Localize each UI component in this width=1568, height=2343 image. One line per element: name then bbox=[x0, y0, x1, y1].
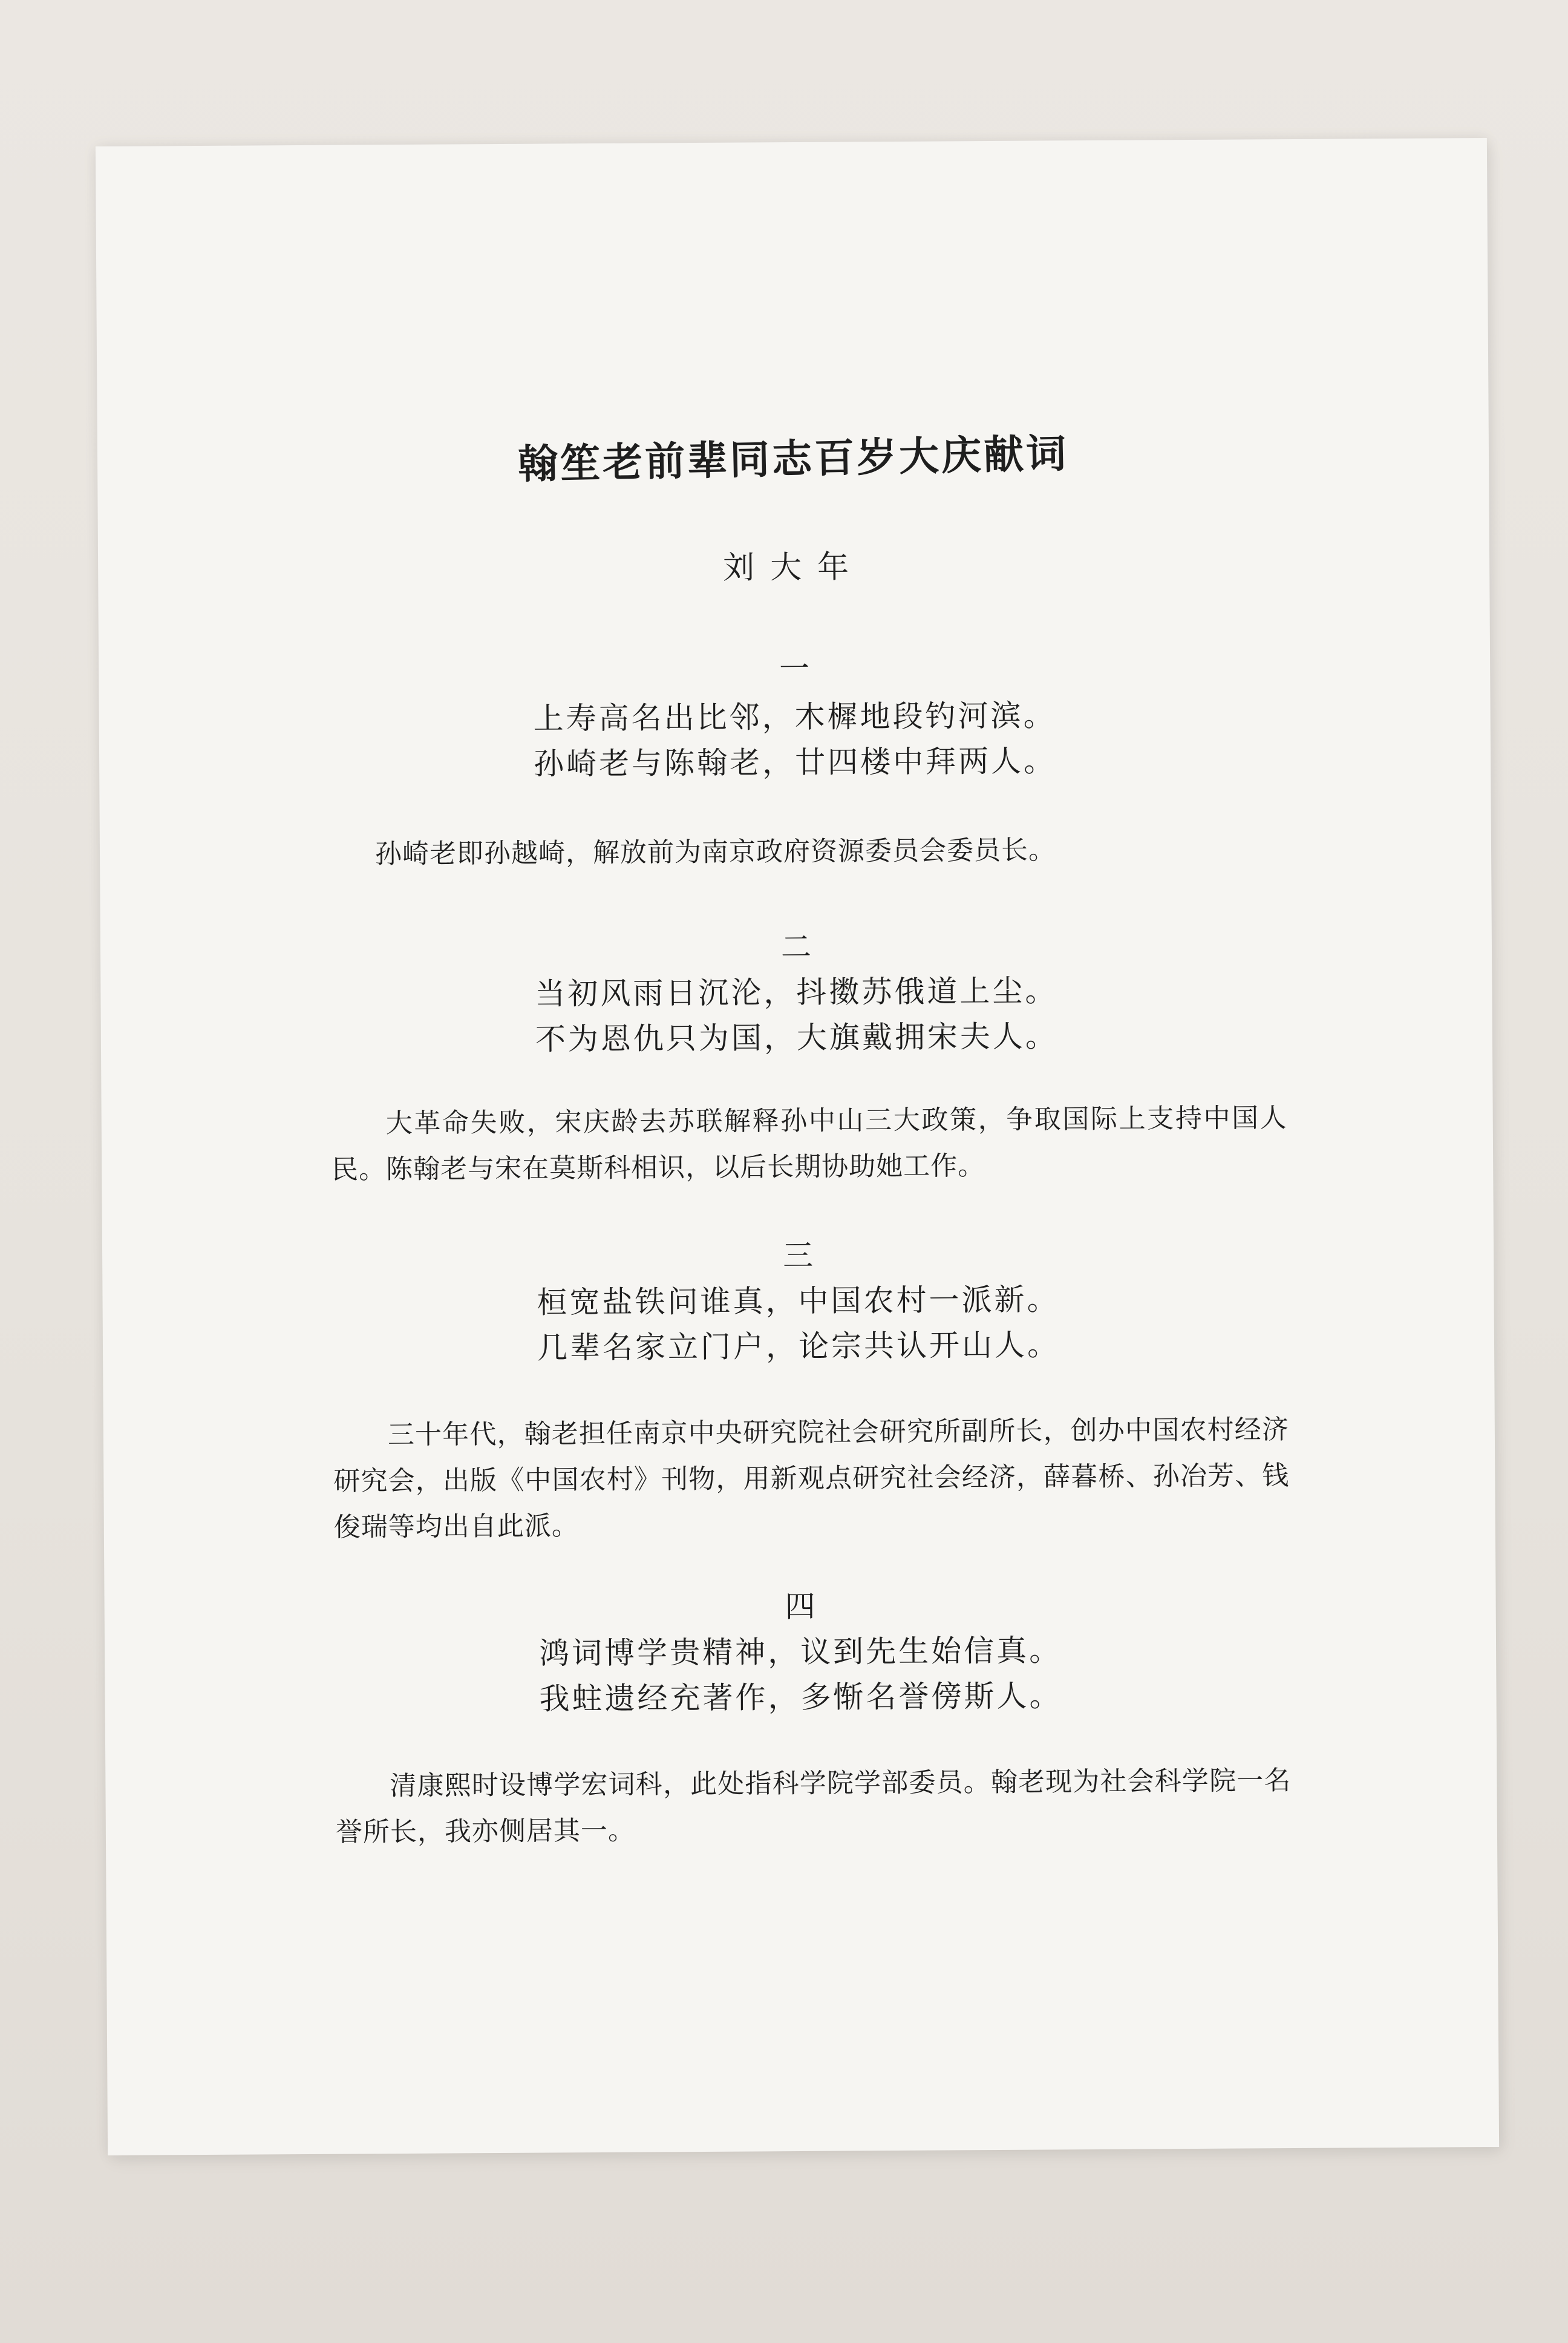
section-number-3: 三 bbox=[782, 1237, 814, 1274]
section-4-verse-line-2: 我蛀遗经充著作，多惭名誉傍斯人。 bbox=[539, 1678, 1062, 1717]
section-number-2: 二 bbox=[780, 929, 812, 965]
section-1-verse-line-1: 上寿高名出比邻，木樨地段钓河滨。 bbox=[533, 698, 1056, 736]
section-1-note: 孙崎老即孙越崎，解放前为南京政府资源委员会委员长。 bbox=[374, 834, 1056, 870]
section-4-note: 清康熙时设博学宏词科，此处指科学院学部委员。翰老现为社会科学院一名誉所长，我亦侧居其一。 bbox=[335, 1765, 1292, 1848]
section-1-verse-line-2: 孙崎老与陈翰老，廿四楼中拜两人。 bbox=[533, 743, 1057, 782]
document-author: 刘大年 bbox=[722, 549, 865, 586]
section-3-note: 三十年代，翰老担任南京中央研究院社会研究所副所长，创办中国农村经济研究会，出版《中国农村》刊物，用新观点研究社会经济，薛暮桥、孙冶芳、钱俊瑞等均出自此派。 bbox=[333, 1414, 1290, 1543]
section-number-4: 四 bbox=[785, 1588, 815, 1625]
document-title: 翰笙老前辈同志百岁大庆献词 bbox=[517, 429, 1069, 488]
section-2-verse-line-1: 当初风雨日沉沦，抖擞苏俄道上尘。 bbox=[535, 973, 1058, 1012]
section-2-note: 大革命失败，宋庆龄去苏联解释孙中山三大政策，争取国际上支持中国人民。陈翰老与宋在莫斯科相识，以后长期协助她工作。 bbox=[332, 1103, 1287, 1185]
section-3-verse-line-2: 几辈名家立门户，论宗共认开山人。 bbox=[537, 1327, 1060, 1366]
document-page bbox=[96, 138, 1499, 2155]
section-4-verse-line-1: 鸿词博学贵精神，议到先生始信真。 bbox=[538, 1633, 1062, 1671]
section-3-verse-line-1: 桓宽盐铁问谁真，中国农村一派新。 bbox=[537, 1282, 1060, 1320]
section-2-verse-line-2: 不为恩仇只为国，大旗戴拥宋夫人。 bbox=[535, 1018, 1059, 1057]
section-number-1: 一 bbox=[779, 650, 810, 687]
